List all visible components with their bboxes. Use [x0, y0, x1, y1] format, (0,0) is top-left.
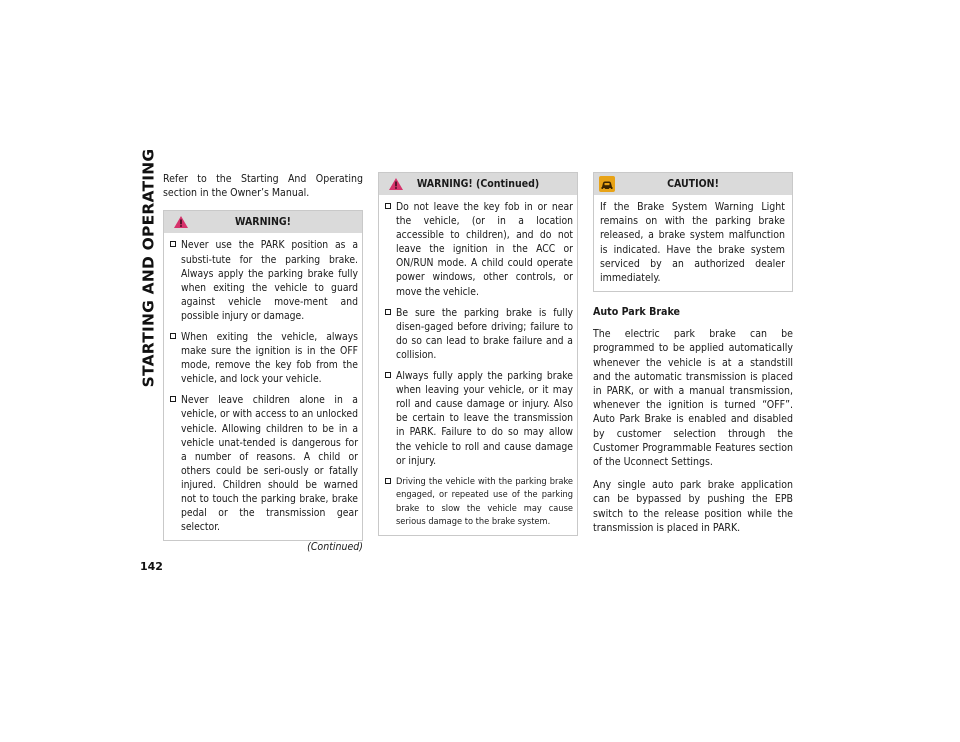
section-heading-auto-park-brake: Auto Park Brake [593, 306, 680, 319]
car-caution-icon [599, 176, 615, 192]
warning-box-title: WARNING! [235, 216, 291, 229]
warning-item-text: Do not leave the key fob in or near the vehicle, (or in a location accessible to children), and do not leave the ignition in the ACC or ON/RUN mode. A child could operate power windows, other controls, or move the vehicle. [396, 201, 573, 298]
warning-item-text: Driving the vehicle with the parking brake engaged, or repeated use of the parking brake to slow the vehicle may cause serious damage to the brake system. [396, 475, 573, 528]
warning-item-text: When exiting the vehicle, always make sure the ignition is in the OFF mode, remove the key fob from the vehicle, and lock your vehicle. [181, 330, 358, 386]
warning-continued-header [379, 173, 577, 195]
warning-item [384, 306, 573, 362]
warning-item [169, 238, 358, 323]
warning-continued-body [379, 195, 577, 535]
caution-box-title: CAUTION! [667, 178, 719, 190]
checkbox-bullet-icon [385, 309, 391, 315]
warning-item [384, 475, 573, 529]
caution-text: If the Brake System Warning Light remains on with the parking brake released, a brake system malfunction is indicated. Have the brake system serviced by an authorized dealer immediately. [600, 201, 785, 285]
warning-item [384, 369, 573, 468]
warning-item-text: Never use the PARK position as a substi-tute for the parking brake. Always apply the parking brake fully when exiting the vehicle to guard against vehicle move-ment and possible injury or damage. [181, 239, 358, 322]
warning-item-text: Never leave children alone in a vehicle, or with access to an unlocked vehicle. Allowing children to be in a vehicle unat-tended is dangerous for a number of reasons. A child or others could be seri-ously or fatally injured. Children should be warned not to touch the parking brake, brake pedal or the transmission gear selector. [181, 394, 358, 534]
caution-box-body [594, 195, 792, 291]
checkbox-bullet-icon [170, 333, 176, 339]
warning-item-text: Be sure the parking brake is fully disen-gaged before driving; failure to do so can lead to brake failure and a collision. [396, 306, 573, 361]
column-1 [163, 172, 363, 553]
checkbox-bullet-icon [385, 478, 391, 484]
page-number: 142 [140, 560, 163, 573]
warning-continued-title: WARNING! (Continued) [416, 178, 540, 190]
warning-item [169, 330, 358, 386]
body-paragraph: The electric park brake can be programmed to be applied automatically whenever the vehicle is at a standstill and the automatic transmission is placed in PARK, or with a manual transmission, whenever the ignition is turned “OFF”. Auto Park Brake is enabled and disabled by customer selection through the Customer Programmable Features section of the Uconnect Settings. [593, 328, 793, 469]
body-paragraph: Any single auto park brake application can be bypassed by pushing the EPB switch to the release position while the transmission is placed in PARK. [593, 479, 793, 534]
section-tab-label: STARTING AND OPERATING [139, 148, 157, 388]
warning-triangle-icon [173, 215, 189, 229]
caution-box [593, 172, 793, 292]
warning-box [163, 210, 363, 541]
checkbox-bullet-icon [385, 203, 391, 209]
warning-item [169, 393, 358, 534]
column-3 [593, 172, 793, 535]
checkbox-bullet-icon [170, 241, 176, 247]
intro-paragraph: Refer to the Starting And Operating section in the Owner’s Manual. [163, 173, 363, 200]
continued-label: (Continued) [307, 541, 363, 554]
caution-box-header [594, 173, 792, 195]
column-2 [378, 172, 578, 536]
warning-box-body [164, 233, 362, 540]
warning-item-text: Always fully apply the parking brake when leaving your vehicle, or it may roll and cause damage or injury. Also be certain to leave the transmission in PARK. Failure to do so may allow the vehicle to roll and cause damage or injury. [396, 370, 573, 467]
warning-item [384, 200, 573, 299]
checkbox-bullet-icon [385, 372, 391, 378]
warning-box-header [164, 211, 362, 233]
section-tab [138, 148, 158, 388]
checkbox-bullet-icon [170, 396, 176, 402]
warning-continued-box [378, 172, 578, 536]
warning-triangle-icon [388, 177, 404, 191]
